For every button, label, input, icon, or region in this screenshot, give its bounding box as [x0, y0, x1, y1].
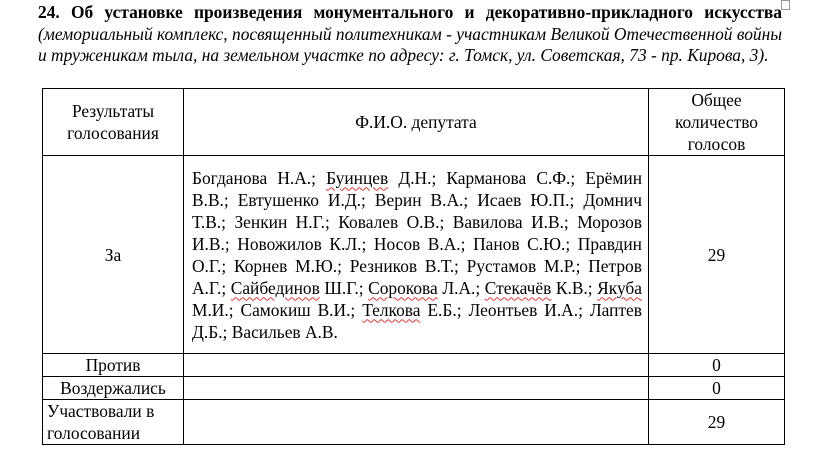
section-heading — [38, 2, 782, 67]
row-label-for: За — [43, 156, 184, 354]
deputy-name: Панов С.Ю.; — [473, 233, 571, 254]
deputy-name: Зенкин Н.Г.; — [234, 211, 330, 232]
deputy-name: Якуба — [597, 277, 642, 298]
deputy-name: Васильев А.В. — [231, 321, 338, 342]
table-row-participated — [43, 400, 785, 445]
header-total: Общее количество голосов — [649, 89, 785, 156]
header-name: Ф.И.О. депутата — [184, 89, 649, 156]
deputy-name: Сорокова — [368, 277, 438, 298]
total-for: 29 — [649, 156, 785, 354]
deputy-name: Корнев М.Ю.; — [233, 255, 342, 276]
deputy-name: Домнич Т.В.; — [192, 189, 642, 232]
total-abstained: 0 — [649, 377, 785, 400]
deputy-name: Верин В.А.; — [374, 189, 469, 210]
row-label-abstained: Воздержались — [43, 377, 184, 400]
deputies-list — [184, 156, 649, 354]
deputy-name: Л.А.; — [442, 277, 481, 298]
deputy-name: Буинцев — [326, 167, 389, 188]
deputy-name: Евтушенко И.Д.; — [237, 189, 366, 210]
deputy-name: Петров А.Г.; — [192, 255, 642, 298]
deputy-name: Резников В.Т.; — [349, 255, 459, 276]
deputies-abstained-empty — [184, 377, 649, 400]
deputies-participated-empty — [184, 400, 649, 445]
deputy-name: Ковалев О.В.; — [338, 211, 445, 232]
deputy-name: Ш.Г.; — [324, 277, 364, 298]
text-boundary-marker — [781, 0, 790, 10]
deputy-name: Сайбединов — [230, 277, 320, 298]
table-header-row — [43, 89, 785, 156]
total-against: 0 — [649, 354, 785, 377]
deputy-name: Д.Н.; — [398, 167, 437, 188]
section-description: (мемориальный комплекс, посвященный политехникам - участникам Великой Отечественной войны и труженикам тыла, на земельном участке по адресу: г. Томск, ул. Советская, 73 - пр. Кирова, 3). — [38, 23, 782, 65]
deputies-against-empty — [184, 354, 649, 377]
row-label-participated: Участвовали в голосовании — [43, 400, 184, 445]
deputy-name: Е.Б.; — [427, 299, 462, 320]
total-participated: 29 — [649, 400, 785, 445]
deputy-name: Исаев Ю.П.; — [477, 189, 575, 210]
deputy-name: Телкова — [362, 299, 421, 320]
deputy-name: Стекачёв — [484, 277, 552, 298]
deputy-name: Правдин О.Г.; — [192, 233, 642, 276]
table-row-abstained — [43, 377, 785, 400]
section-title: 24. Об установке произведения монументального и декоративно-прикладного искусства — [38, 2, 782, 22]
deputy-name: Леонтьев И.А.; — [468, 299, 583, 320]
table-row-for — [43, 156, 785, 354]
deputy-name: Лаптев Д.Б.; — [192, 299, 642, 342]
deputy-name: Вавилова И.В.; — [452, 211, 569, 232]
voting-results-table — [42, 88, 785, 445]
deputy-name: Рустамов М.Р.; — [466, 255, 581, 276]
deputy-name: М.И.; — [192, 299, 234, 320]
deputy-name: Самокиш В.И.; — [240, 299, 356, 320]
deputy-name: Ерёмин В.В.; — [192, 167, 643, 210]
deputy-name: Носов В.А.; — [373, 233, 466, 254]
deputy-name: Морозов И.В.; — [192, 211, 642, 254]
deputy-name: Карманова С.Ф.; — [446, 167, 576, 188]
deputy-name: К.В.; — [555, 277, 593, 298]
header-results: Результаты голосования — [43, 89, 184, 156]
deputy-name: Новожилов К.Л.; — [237, 233, 367, 254]
deputy-name: Богданова Н.А.; — [192, 167, 316, 188]
table-row-against — [43, 354, 785, 377]
row-label-against: Против — [43, 354, 184, 377]
